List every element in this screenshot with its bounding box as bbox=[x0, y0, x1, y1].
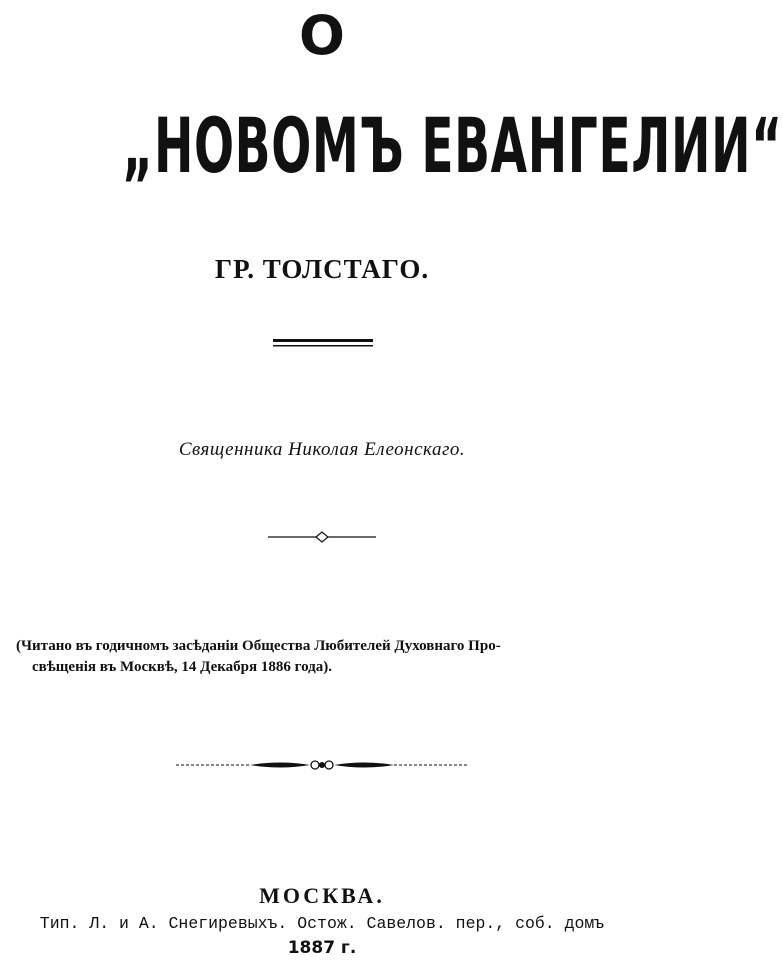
book-title: „НОВОМЪ ЕВАНГЕЛИИ“ bbox=[122, 101, 783, 190]
reading-note-line-1: (Читано въ годичномъ засѣданіи Общества Любителей Духовнаго Про- bbox=[16, 638, 501, 654]
title-preposition: О bbox=[299, 4, 345, 67]
publication-city: МОСКВА. bbox=[259, 883, 385, 908]
double-rule-divider bbox=[273, 339, 373, 347]
printing-house: Тип. Л. и А. Снегиревыхъ. Остож. Савелов. пер., соб. домъ bbox=[39, 914, 605, 933]
author-line: Священника Николая Елеонскаго. bbox=[178, 439, 466, 460]
publication-year: 1887 г. bbox=[287, 938, 357, 958]
ornamental-divider bbox=[176, 761, 468, 769]
small-ornament-divider bbox=[268, 532, 376, 542]
book-subtitle: ГР. ТОЛСТАГО. bbox=[214, 254, 430, 284]
reading-note-line-2: свѣщенія въ Москвѣ, 14 Декабря 1886 года). bbox=[32, 659, 332, 675]
